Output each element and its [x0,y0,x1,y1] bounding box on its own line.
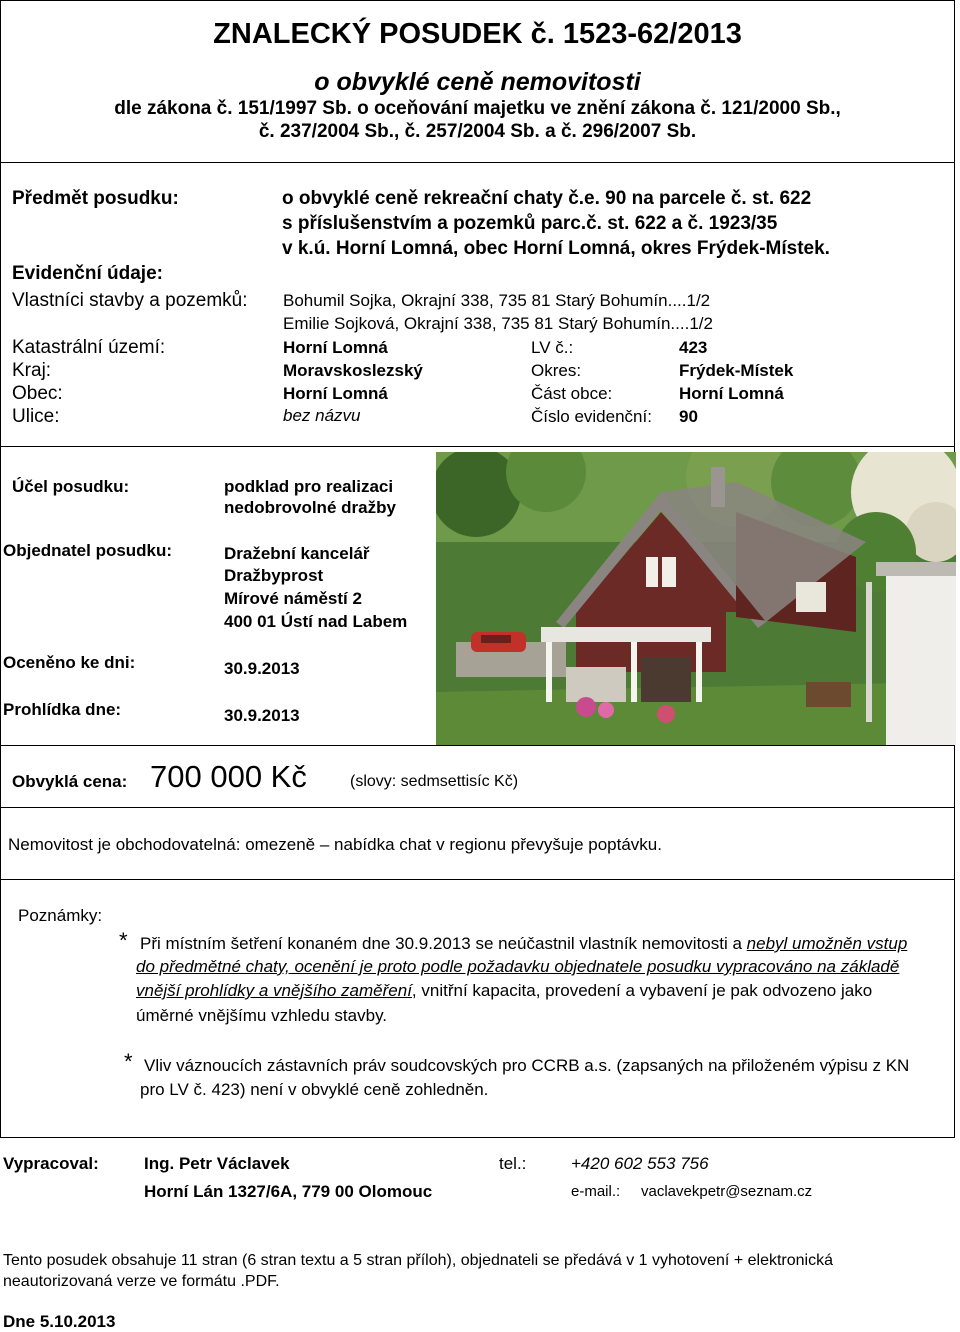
evid-label: Číslo evidenční: [531,407,652,426]
price-value: 700 000 Kč [150,759,307,794]
note1-line4: úměrné vnějšímu vzhledu stavby. [136,1006,388,1025]
note1-text: Při místním šetření konaném dne 30.9.2013 se neúčastnil vlastník nemovitosti a [140,934,747,953]
subject-label: Předmět posudku: [12,188,179,209]
note-bullet: * [119,928,128,953]
author-address: Horní Lán 1327/6A, 779 00 Olomouc [144,1182,433,1201]
divider [0,446,955,447]
law-reference-line1: dle zákona č. 151/1997 Sb. o oceňování majetku ve znění zákona č. 121/2000 Sb., [114,98,841,119]
client-line4: 400 01 Ústí nad Labem [224,612,408,631]
purpose-label: Účel posudku: [12,477,130,496]
cadastre-label: Katastrální území: [12,337,166,358]
inspection-value: 30.9.2013 [224,706,300,725]
owner-2: Emilie Sojková, Okrajní 338, 735 81 Starý Bohumín....1/2 [283,314,713,333]
document-subtitle: o obvyklé ceně nemovitosti [314,68,641,96]
footer-line2: neautorizovaná verze ve formátu .PDF. [3,1273,280,1290]
part-value: Horní Lomná [679,384,784,403]
author-name: Ing. Petr Václavek [144,1154,290,1173]
notes-heading: Poznámky: [18,906,103,925]
valued-label: Oceněno ke dni: [3,653,136,672]
marketability-statement: Nemovitost je obchodovatelná: omezeně – nabídka chat v regionu převyšuje poptávku. [8,835,662,854]
purpose-line1: podklad pro realizaci [224,477,394,496]
note1-line1 [140,934,907,954]
municipality-label: Obec: [12,383,63,404]
divider [0,879,955,880]
evid-value: 90 [679,407,698,426]
street-value: bez názvu [283,406,361,425]
note2-line2: pro LV č. 423) není v obvyklé ceně zohledněn. [140,1080,489,1099]
lv-value: 423 [679,338,708,357]
law-reference-line2: č. 237/2004 Sb., č. 257/2004 Sb. a č. 296/2007 Sb. [258,121,697,142]
district-label: Okres: [531,361,582,380]
price-words: (slovy: sedmsettisíc Kč) [350,773,519,790]
part-label: Část obce: [531,384,613,403]
price-label: Obvyklá cena: [12,772,128,791]
street-label: Ulice: [12,406,60,427]
divider [0,807,955,808]
tel-label: tel.: [499,1154,527,1173]
valued-value: 30.9.2013 [224,659,300,678]
owner-1: Bohumil Sojka, Okrajní 338, 735 81 Starý Bohumín....1/2 [283,291,711,310]
note1-continuation: , vnitřní kapacita, provedení a vybavení je pak odvozeno jako [411,981,873,1000]
subject-line3: v k.ú. Horní Lomná, obec Horní Lomná, okres Frýdek-Místek. [282,238,830,259]
note2-line1: Vliv váznoucích zástavních práv soudcovských pro CCRB a.s. (zapsaných na přiloženém výpisu z KN [144,1056,910,1075]
cadastre-value: Horní Lomná [283,338,388,357]
region-value: Moravskoslezský [283,361,423,380]
house-photo [436,452,956,745]
note-bullet: * [124,1049,133,1074]
purpose-line2: nedobrovolné dražby [224,498,396,517]
owners-label: Vlastníci stavby a pozemků: [12,290,248,311]
district-value: Frýdek-Místek [679,361,794,380]
client-line2: Dražbyprost [224,566,324,585]
municipality-value: Horní Lomná [283,384,388,403]
footer-line1: Tento posudek obsahuje 11 stran (6 stran textu a 5 stran příloh), objednateli se předává v 1 vyhotovení + elektronická [3,1252,833,1269]
tel-value: +420 602 553 756 [571,1154,709,1173]
inspection-label: Prohlídka dne: [3,700,122,719]
divider [0,162,955,163]
divider [0,745,955,746]
author-label: Vypracoval: [3,1154,99,1173]
note1-emphasis: nebyl umožněn vstup [746,934,908,953]
subject-line1: o obvyklé ceně rekreační chaty č.e. 90 na parcele č. st. 622 [282,188,812,209]
subject-line2: s příslušenstvím a pozemků parc.č. st. 622 a č. 1923/35 [282,213,778,234]
lv-label: LV č.: [531,338,574,357]
region-label: Kraj: [12,360,52,381]
client-line3: Mírové náměstí 2 [224,589,362,608]
client-line1: Dražební kancelář [224,544,370,563]
document-title: ZNALECKÝ POSUDEK č. 1523-62/2013 [213,18,742,50]
email-value: vaclavekpetr@seznam.cz [641,1183,813,1200]
email-label: e-mail.: [571,1183,621,1200]
note1-line3 [136,981,872,1001]
note1-emphasis-end: vnější prohlídky a vnějšího zaměření [136,981,412,1000]
footer-date: Dne 5.10.2013 [3,1312,116,1331]
registry-heading: Evidenční údaje: [12,263,163,284]
note1-line2: do předmětné chaty, ocenění je proto podle požadavku objednatele posudku vypracováno na základě [136,957,900,976]
client-label: Objednatel posudku: [3,541,173,560]
